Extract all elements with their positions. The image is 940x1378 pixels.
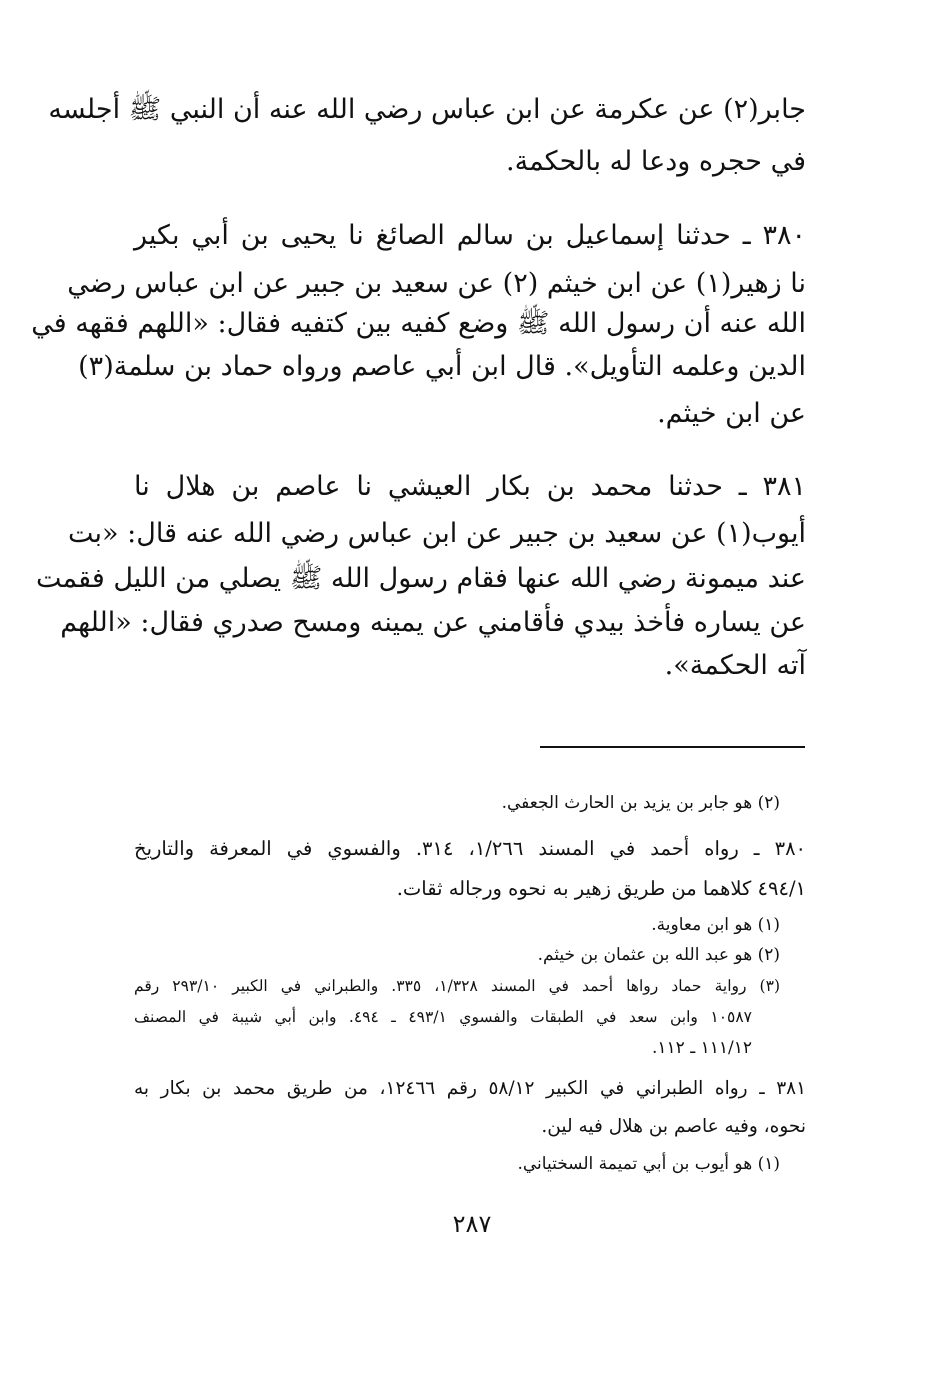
hadith-380-line-5: عن ابن خيثم. [657, 398, 806, 429]
footnote-380-note-3-line-1: (٣) رواية حماد رواها أحمد في المسند ١/٣٢٨، ٣٣٥. والطبراني في الكبير ٢٩٣/١٠ رقم [134, 977, 780, 995]
footnote-381-line-1: ٣٨١ ـ رواه الطبراني في الكبير ٥٨/١٢ رقم ١٢٤٦٦، من طريق محمد بن بكار به [134, 1078, 807, 1099]
main-text-line-2: في حجره ودعا له بالحكمة. [506, 146, 806, 177]
hadith-381-line-2: أيوب(١) عن سعيد بن جبير عن ابن عباس رضي الله عنه قال: «بت [68, 518, 806, 549]
hadith-380-line-1: ٣٨٠ ـ حدثنا إسماعيل بن سالم الصائغ نا يحيى بن أبي بكير [134, 220, 806, 251]
footnote-380-note-3-line-2: ١٠٥٨٧ وابن سعد في الطبقات والفسوي ٤٩٣/١ ـ ٤٩٤. وابن أبي شيبة في المصنف [134, 1008, 753, 1026]
hadith-381-line-3: عند ميمونة رضي الله عنها فقام رسول الله ﷺ يصلي من الليل فقمت [36, 563, 806, 594]
main-text-line-1: جابر(٢) عن عكرمة عن ابن عباس رضي الله عنه أن النبي ﷺ أجلسه [48, 94, 806, 125]
hadith-381-line-4: عن يساره فأخذ بيدي فأقامني عن يمينه ومسح صدري فقال: «اللهم [60, 607, 806, 638]
footnote-381-note-1: (١) هو أيوب بن أبي تميمة السختياني. [517, 1154, 780, 1174]
footnote-separator [540, 746, 805, 748]
footnote-381-line-2: نحوه، وفيه عاصم بن هلال فيه لين. [541, 1116, 806, 1137]
footnote-380-note-3-line-3: ١١١/١٢ ـ ١١٢. [652, 1038, 752, 1058]
hadith-381-line-1: ٣٨١ ـ حدثنا محمد بن بكار العيشي نا عاصم بن هلال نا [134, 471, 806, 502]
footnote-jabir: (٢) هو جابر بن يزيد بن الحارث الجعفي. [501, 793, 780, 813]
footnote-380-line-2: ٤٩٤/١ كلاهما من طريق زهير به نحوه ورجاله ثقات. [396, 877, 806, 900]
hadith-380-line-3: الله عنه أن رسول الله ﷺ وضع كفيه بين كتفيه فقال: «اللهم فقهه في [31, 308, 806, 339]
hadith-380-line-4: الدين وعلمه التأويل». قال ابن أبي عاصم ورواه حماد بن سلمة(٣) [78, 351, 806, 382]
page-number: ٢٨٧ [452, 1210, 492, 1238]
footnote-380-note-2: (٢) هو عبد الله بن عثمان بن خيثم. [537, 945, 780, 965]
footnote-380-line-1: ٣٨٠ ـ رواه أحمد في المسند ١/٢٦٦، ٣١٤. والفسوي في المعرفة والتاريخ [134, 837, 807, 860]
hadith-380-line-2: نا زهير(١) عن ابن خيثم (٢) عن سعيد بن جبير عن ابن عباس رضي [67, 268, 806, 299]
footnote-380-note-1: (١) هو ابن معاوية. [651, 915, 780, 935]
hadith-381-line-5: آته الحكمة». [664, 650, 806, 681]
